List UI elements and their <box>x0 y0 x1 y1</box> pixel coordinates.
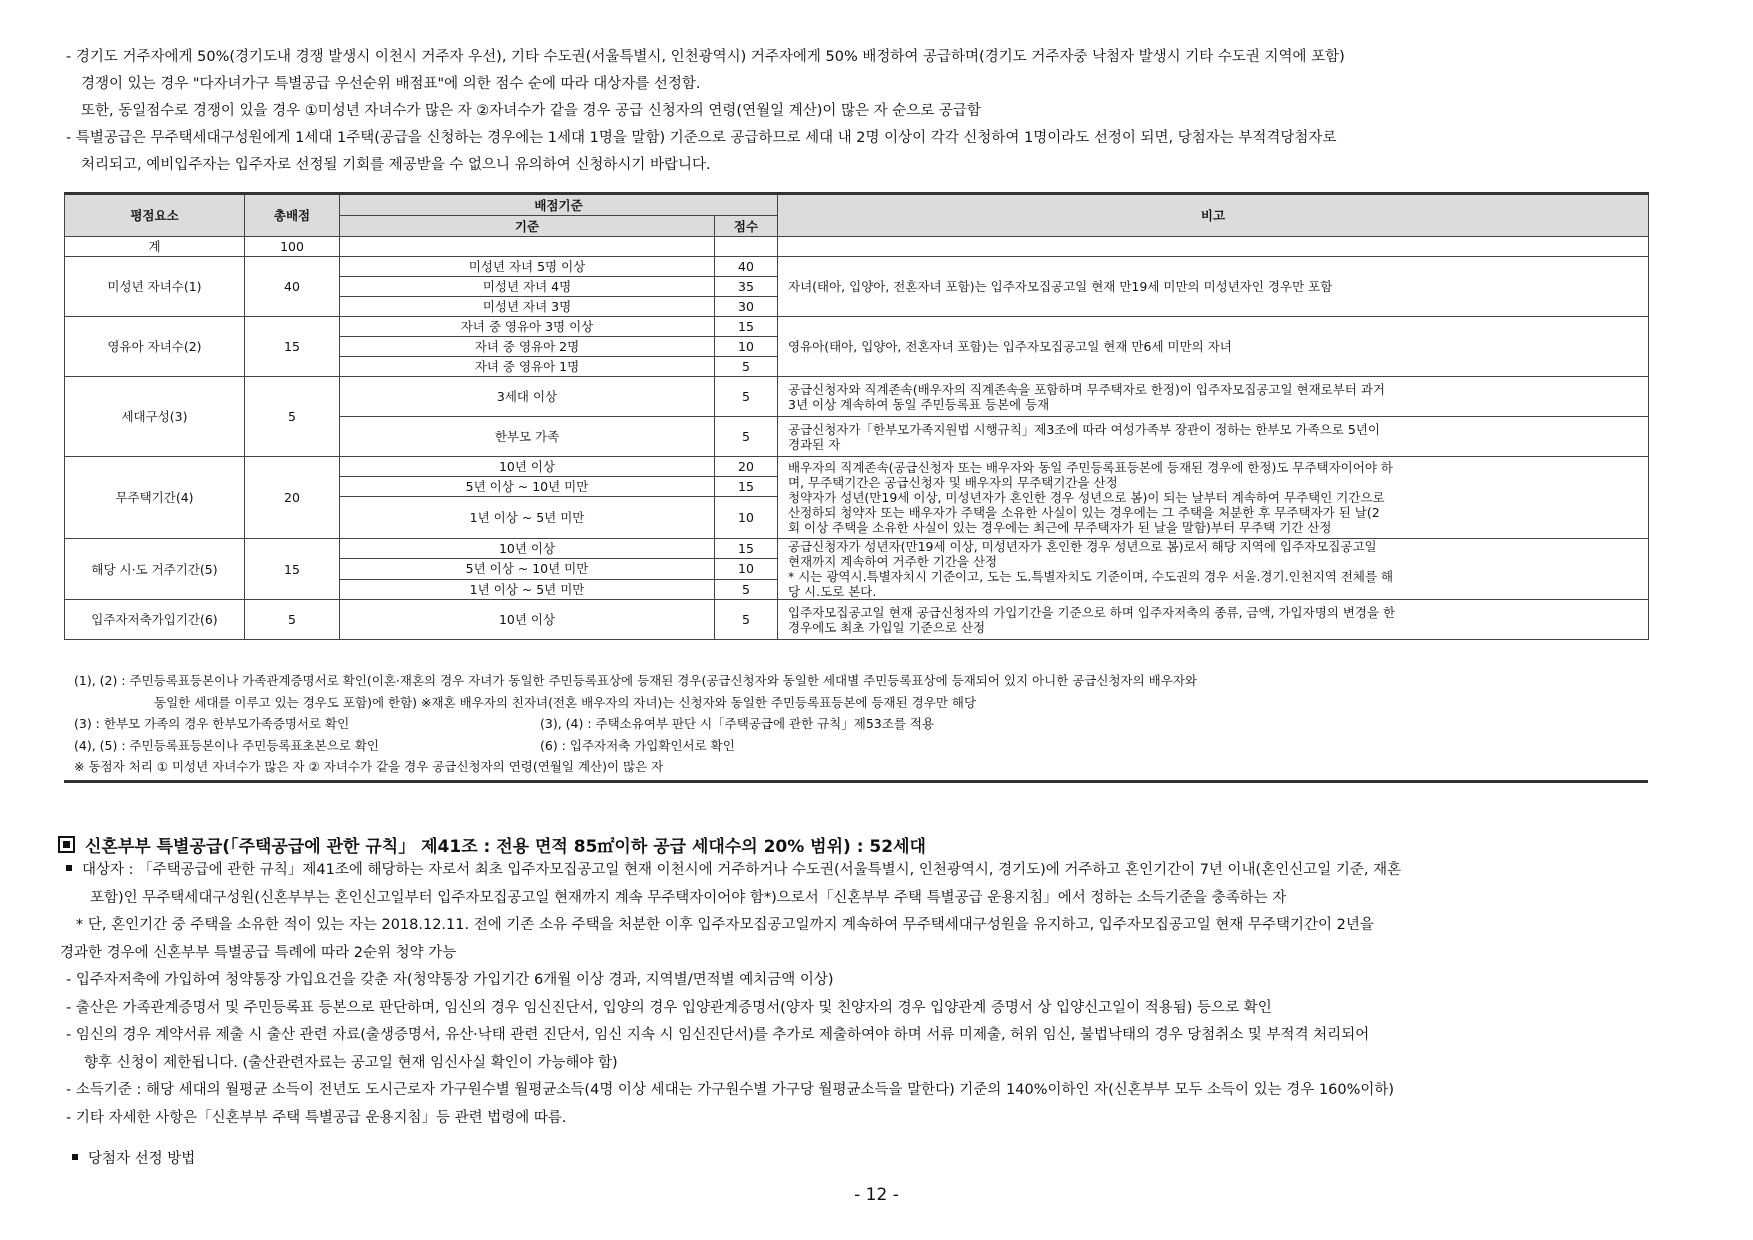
criteria-cell: 한부모 가족 <box>340 417 715 457</box>
score-cell: 20 <box>715 457 778 477</box>
factor-total: 40 <box>245 257 340 317</box>
remark-cell <box>778 377 1649 417</box>
remark-line: 3년 이상 계속하여 동일 주민등록표 등본에 등재 <box>788 396 1050 412</box>
score-cell: 30 <box>715 297 778 317</box>
body-line: - 입주자저축에 가입하여 청약통장 가입요건을 갖춘 자(청약통장 가입기간 6개월 이상 경과, 지역별/면적별 예치금액 이상) <box>66 972 834 988</box>
body-line: * 단, 혼인기간 중 주택을 소유한 적이 있는 자는 2018.12.11. 전에 기존 소유 주택을 처분한 이후 입주자모집공고일까지 계속하여 무주택세대구성원을 유지하고, 입주자모집공고일 현재 무주택기간이 2년을 <box>76 917 1374 933</box>
intro-line: 처리되고, 예비입주자는 입주자로 선정될 기회를 제공받을 수 없으니 유의하여 신청하시기 바랍니다. <box>81 157 711 173</box>
remark-line: 공급신청자가「한부모가족지원법 시행규칙」제3조에 따라 여성가족부 장관이 정하는 한부모 가족으로 5년이 <box>788 421 1380 437</box>
body-line: 경과한 경우에 신혼부부 특별공급 특례에 따라 2순위 청약 가능 <box>60 944 457 961</box>
factor-label: 입주자저축가입기간(6) <box>65 600 245 640</box>
tie-break-note: ※ 동점자 처리 ① 미성년 자녀수가 많은 자 ② 자녀수가 같을 경우 공급신청자의 연령(연월일 계산)이 많은 자 <box>74 759 664 774</box>
bullet-icon <box>66 865 72 871</box>
score-cell: 5 <box>715 600 778 640</box>
remark-cell: 자녀(태아, 입양아, 전혼자녀 포함)는 입주자모집공고일 현재 만19세 미만의 미성년자인 경우만 포함 <box>778 257 1649 317</box>
body-text: 대상자 : 「주택공급에 관한 규칙」제41조에 해당하는 자로서 최초 입주자모집공고일 현재 이천시에 거주하거나 수도권(서울특별시, 인천광역시, 경기도)에 거주하고 혼인기간이 7년 이내(혼인신고일 기준, 재혼 <box>82 862 1402 878</box>
remark-cell <box>778 417 1649 457</box>
header-total: 총배점 <box>245 194 340 237</box>
remark-line: * 시는 광역시.특별자치시 기준이고, 도는 도.특별자치도 기준이며, 수도권의 경우 서울.경기.인천지역 전체를 해 <box>788 569 1394 584</box>
criteria-cell: 자녀 중 영유아 2명 <box>340 337 715 357</box>
remark-line: 입주자모집공고일 현재 공급신청자의 가입기간을 기준으로 하며 입주자저축의 종류, 금액, 가입자명의 변경을 한 <box>788 604 1396 620</box>
body-line: - 기타 자세한 사항은「신혼부부 주택 특별공급 운용지침」등 관련 법령에 따름. <box>66 1109 567 1126</box>
criteria-cell: 1년 이상 ~ 5년 미만 <box>340 497 715 539</box>
table-row <box>65 600 1649 640</box>
square-bullet-icon <box>58 836 75 853</box>
newlywed-body <box>60 857 1706 1132</box>
criteria-cell: 10년 이상 <box>340 600 715 640</box>
header-remark: 비고 <box>778 194 1649 237</box>
remark-cell <box>778 457 1649 539</box>
criteria-cell: 5년 이상 ~ 10년 미만 <box>340 559 715 579</box>
score-cell: 10 <box>715 497 778 539</box>
body-line: 향후 신청이 제한됩니다. (출산관련자료는 공고일 현재 임신사실 확인이 가능해야 함) <box>84 1054 618 1071</box>
footnote: (1), (2) : 주민등록표등본이나 가족관계증명서로 확인(이혼·재혼의 경우 자녀가 동일한 주민등록표상에 등재된 경우(공급신청자와 동일한 세대별 주민등록표상에 등재되어 있지 아니한 공급신청자의 배우자와 <box>74 673 1197 688</box>
factor-label: 세대구성(3) <box>65 377 245 457</box>
criteria-cell: 자녀 중 영유아 3명 이상 <box>340 317 715 337</box>
factor-label: 영유아 자녀수(2) <box>65 317 245 377</box>
criteria-cell: 미성년 자녀 4명 <box>340 277 715 297</box>
criteria-cell: 자녀 중 영유아 1명 <box>340 357 715 377</box>
criteria-cell: 10년 이상 <box>340 457 715 477</box>
remark-line: 경우에도 최초 가입일 기준으로 산정 <box>788 619 986 635</box>
intro-line: - 특별공급은 무주택세대구성원에게 1세대 1주택(공급을 신청하는 경우에는 1세대 1명을 말함) 기준으로 공급하므로 세대 내 2명 이상이 각각 신청하여 1명이라도 선정이 되면, 당첨자는 부적격당첨자로 <box>66 130 1337 146</box>
intro-line: 경쟁이 있는 경우 "다자녀가구 특별공급 우선순위 배점표"에 의한 점수 순에 따라 대상자를 선정함. <box>81 76 701 92</box>
table-row <box>65 317 1649 337</box>
remark-line: 현재까지 계속하여 거주한 기간을 산정 <box>788 554 998 569</box>
remark-line: 경과된 자 <box>788 436 841 452</box>
footnote: (3), (4) : 주택소유여부 판단 시「주택공급에 관한 규칙」제53조를 적용 <box>540 716 935 731</box>
body-line <box>66 857 1706 885</box>
table-row <box>65 257 1649 277</box>
factor-label: 미성년 자녀수(1) <box>65 257 245 317</box>
selection-label: 당첨자 선정 방법 <box>88 1151 196 1167</box>
criteria-cell: 5년 이상 ~ 10년 미만 <box>340 477 715 497</box>
body-line: - 소득기준 : 해당 세대의 월평균 소득이 전년도 도시근로자 가구원수별 월평균소득(4명 이상 세대는 가구원수별 가구당 월평균소득을 말한다) 기준의 140%이하인 자(신혼부부 모두 소득이 있는 경우 160%이하) <box>66 1082 1395 1098</box>
criteria-cell: 미성년 자녀 5명 이상 <box>340 257 715 277</box>
score-cell: 5 <box>715 579 778 599</box>
footnote: (3) : 한부모 가족의 경우 한부모가족증명서로 확인 <box>74 716 350 731</box>
criteria-cell: 미성년 자녀 3명 <box>340 297 715 317</box>
remark-line: 당 시.도로 본다. <box>788 584 877 599</box>
section-heading <box>58 832 926 857</box>
remark-line: 공급신청자와 직계존속(배우자의 직계존속을 포함하며 무주택자로 한정)이 입주자모집공고일 현재로부터 과거 <box>788 381 1385 397</box>
score-cell: 5 <box>715 417 778 457</box>
score-cell: 5 <box>715 377 778 417</box>
footnote: 동일한 세대를 이루고 있는 경우도 포함)에 한함) ※재혼 배우자의 친자녀(전혼 배우자의 자녀)는 신청자와 동일한 주민등록표등본에 등재된 경우만 해당 <box>154 694 977 710</box>
intro-line: - 경기도 거주자에게 50%(경기도내 경쟁 발생시 이천시 거주자 우선), 기타 수도권(서울특별시, 인천광역시) 거주자에게 50% 배정하여 공급하며(경기도 거주자중 낙첨자 발생시 기타 수도권 지역에 포함) <box>66 49 1345 65</box>
header-score: 점수 <box>715 216 778 237</box>
header-factor: 평점요소 <box>65 194 245 237</box>
score-cell: 35 <box>715 277 778 297</box>
table-row <box>65 237 1649 257</box>
score-cell: 15 <box>715 317 778 337</box>
remark-line: 공급신청자가 성년자(만19세 이상, 미성년자가 혼인한 경우 성년으로 봄)로서 해당 지역에 입주자모집공고일 <box>788 539 1377 554</box>
body-line: 포함)인 무주택세대구성원(신혼부부는 혼인신고일부터 입주자모집공고일 현재까지 계속 무주택자이어야 함*)으로서「신혼부부 주택 특별공급 운용지침」에서 정하는 소득기준을 충족하는 자 <box>90 889 1287 906</box>
intro-line: 또한, 동일점수로 경쟁이 있을 경우 ①미성년 자녀수가 많은 자 ②자녀수가 같을 경우 공급 신청자의 연령(연월일 계산)이 많은 자 순으로 공급함 <box>81 103 981 119</box>
remark-cell: 영유아(태아, 입양아, 전혼자녀 포함)는 입주자모집공고일 현재 만6세 미만의 자녀 <box>778 317 1649 377</box>
factor-total: 15 <box>245 317 340 377</box>
bullet-icon <box>72 1154 78 1160</box>
total-label: 계 <box>65 237 245 257</box>
footnote: (4), (5) : 주민등록표등본이나 주민등록표초본으로 확인 <box>74 737 379 753</box>
priority-score-table <box>64 192 1649 640</box>
selection-method <box>72 1147 195 1168</box>
remark-line: 산정하되 청약자 또는 배우자가 주택을 소유한 사실이 있는 경우에는 그 주택을 처분한 후 무주택자가 된 날(2 <box>788 505 1380 520</box>
score-cell: 40 <box>715 257 778 277</box>
factor-total: 5 <box>245 377 340 457</box>
total-value: 100 <box>245 237 340 257</box>
criteria-cell: 10년 이상 <box>340 539 715 559</box>
score-cell: 15 <box>715 539 778 559</box>
score-cell: 10 <box>715 559 778 579</box>
body-line: - 임신의 경우 계약서류 제출 시 출산 관련 자료(출생증명서, 유산·낙태 관련 진단서, 임신 지속 시 임신진단서)를 추가로 제출하여야 하며 서류 미제출, 허위 임신, 불법낙태의 경우 당첨취소 및 부적격 처리되어 <box>66 1027 1370 1043</box>
table-row <box>65 457 1649 477</box>
intro-section <box>66 44 1706 179</box>
score-cell: 10 <box>715 337 778 357</box>
footnote-row <box>64 735 1648 757</box>
body-line: - 출산은 가족관계증명서 및 주민등록표 등본으로 판단하며, 임신의 경우 임신진단서, 입양의 경우 입양관계증명서(양자 및 친양자의 경우 입양관계 증명서 상 입양신고일이 적용됨) 등으로 확인 <box>66 999 1272 1016</box>
factor-total: 20 <box>245 457 340 539</box>
factor-total: 5 <box>245 600 340 640</box>
footnote-row <box>64 713 1648 735</box>
header-criteria: 기준 <box>340 216 715 237</box>
table-row <box>65 539 1649 559</box>
footnote: (6) : 입주자저축 가입확인서로 확인 <box>540 737 735 753</box>
remark-line: 회 이상 주택을 소유한 사실이 있는 경우에는 최근에 무주택자가 된 날을 말함)부터 무주택 기간 산정 <box>788 520 1332 535</box>
table-footnotes <box>64 670 1648 783</box>
score-cell: 15 <box>715 477 778 497</box>
header-criteria-group: 배점기준 <box>340 194 778 216</box>
factor-label: 무주택기간(4) <box>65 457 245 539</box>
remark-line: 며, 무주택기간은 공급신청자 및 배우자의 무주택기간을 산정 <box>788 475 1118 490</box>
criteria-cell: 3세대 이상 <box>340 377 715 417</box>
page-number: - 12 - <box>854 1185 899 1205</box>
score-cell: 5 <box>715 357 778 377</box>
criteria-cell: 1년 이상 ~ 5년 미만 <box>340 579 715 599</box>
factor-total: 15 <box>245 539 340 600</box>
table-row <box>65 377 1649 417</box>
remark-cell <box>778 600 1649 640</box>
factor-label: 해당 시·도 거주기간(5) <box>65 539 245 600</box>
remark-cell <box>778 539 1649 600</box>
section-title-text: 신혼부부 특별공급(「주택공급에 관한 규칙」 제41조 : 전용 면적 85㎡이하 공급 세대수의 20% 범위) : 52세대 <box>85 837 926 857</box>
remark-line: 청약자가 성년(만19세 이상, 미성년자가 혼인한 경우 성년으로 봄)이 되는 날부터 계속하여 무주택인 기간으로 <box>788 490 1385 505</box>
remark-line: 배우자의 직계존속(공급신청자 또는 배우자와 동일 주민등록표등본에 등재된 경우에 한정)도 무주택자이어야 하 <box>788 460 1393 475</box>
